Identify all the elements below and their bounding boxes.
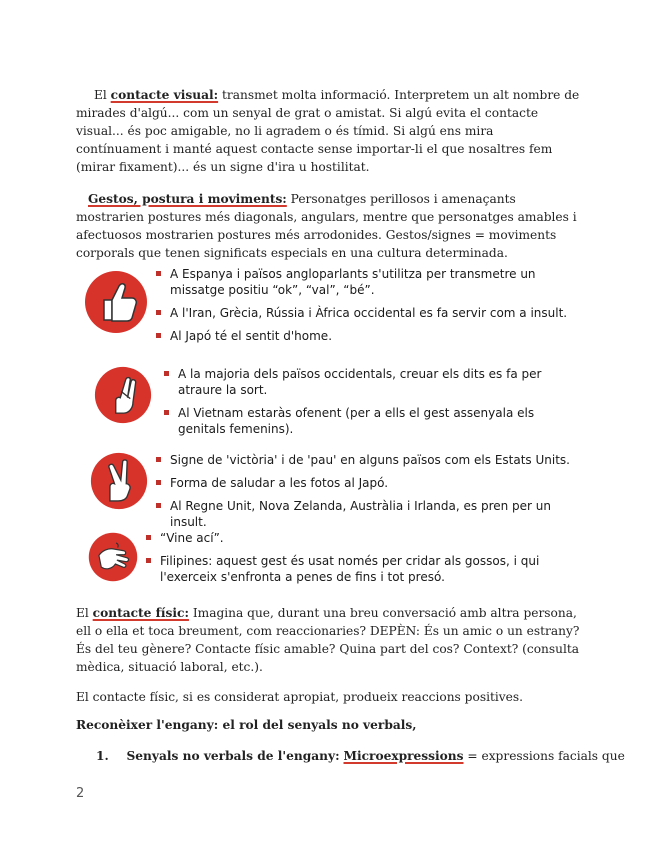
section-heading-engany: Reconèixer l'engany: el rol del senyals no verbals, <box>76 718 417 732</box>
gesture-bullets <box>156 452 586 537</box>
paragraph-positive: El contacte físic, si es considerat apropiat, produeix reaccions positives. <box>76 690 523 704</box>
term-gestos: Gestos, postura i moviments: <box>88 192 287 206</box>
gesture-block-beckoning <box>84 530 584 610</box>
paragraph-text: Imagina que, durant una breu conversació amb altra persona, ell o ella et toca breument, com reaccionaries? DEPÈN: És un amic o un estrany? És del teu gènere? Contacte físic amable? Quina part del cos? Context? (consulta mèdica, situació laboral, etc.). <box>76 606 580 674</box>
page-number: 2 <box>76 786 85 801</box>
crossed-fingers-icon <box>94 366 152 424</box>
thumbs-up-icon <box>84 270 148 334</box>
beckoning-hand-icon <box>88 532 138 582</box>
list-item: Filipines: aquest gest és usat només per cridar als gossos, i qui l'exerceix s'enfronta a penes de fins i tot presó. <box>146 553 586 585</box>
item-number: 1. <box>96 749 109 763</box>
numbered-item <box>96 747 625 765</box>
list-item: “Vine ací”. <box>146 530 586 546</box>
list-item: Al Japó té el sentit d'home. <box>156 328 586 344</box>
list-item: Forma de saludar a les fotos al Japó. <box>156 475 586 491</box>
gesture-bullets <box>146 530 586 592</box>
item-text: = expressions facials que <box>463 749 625 763</box>
paragraph-text: transmet molta informació. Interpretem un alt nombre de mirades d'algú... com un senyal de grat o amistat. Si algú evita el contacte visual... és poc amigable, no li agradem o és tímid. Si algú ens mira contínuament i manté aquest contacte sense importar-li el que nosaltres fem (mirar fixament)... és un signe d'ira u hostilitat. <box>76 88 580 174</box>
gesture-block-thumbs-up <box>84 266 584 346</box>
list-item: Signe de 'victòria' i de 'pau' en alguns països com els Estats Units. <box>156 452 586 468</box>
term-contacte-fisic: contacte físic: <box>92 606 189 620</box>
item-label: Senyals no verbals de l'engany: <box>126 749 340 763</box>
victory-sign-icon <box>90 452 148 510</box>
gesture-block-crossed-fingers <box>84 364 584 444</box>
paragraph-lead: El <box>76 606 93 620</box>
gesture-block-victory-sign <box>84 448 584 528</box>
list-item: Al Regne Unit, Nova Zelanda, Austràlia i Irlanda, es pren per un insult. <box>156 498 586 530</box>
list-item: A Espanya i països angloparlants s'utilitza per transmetre un missatge positiu “ok”, “val”, “bé”. <box>156 266 586 298</box>
term-microexpressions: Microexpressions <box>343 749 464 763</box>
list-item: A l'Iran, Grècia, Rússia i Àfrica occidental es fa servir com a insult. <box>156 305 586 321</box>
paragraph-contacte-fisic <box>76 604 582 676</box>
gesture-bullets <box>164 366 584 444</box>
paragraph-gestos <box>76 190 582 262</box>
paragraph-text: Personatges perillosos i amenaçants mostrarien postures més diagonals, angulars, mentre que personatges amables i afectuosos mostrarien postures més arrodonides. Gestos/signes = moviments corporals que tenen significats especials en una cultura determinada. <box>76 192 577 260</box>
paragraph-lead: El <box>94 88 111 102</box>
list-item: Al Vietnam estaràs ofenent (per a ells el gest assenyala els genitals femenins). <box>164 405 584 437</box>
list-item: A la majoria dels països occidentals, creuar els dits es fa per atraure la sort. <box>164 366 584 398</box>
gesture-bullets <box>156 266 586 351</box>
paragraph-contacte-visual <box>76 86 582 176</box>
term-contacte-visual: contacte visual: <box>110 88 219 102</box>
